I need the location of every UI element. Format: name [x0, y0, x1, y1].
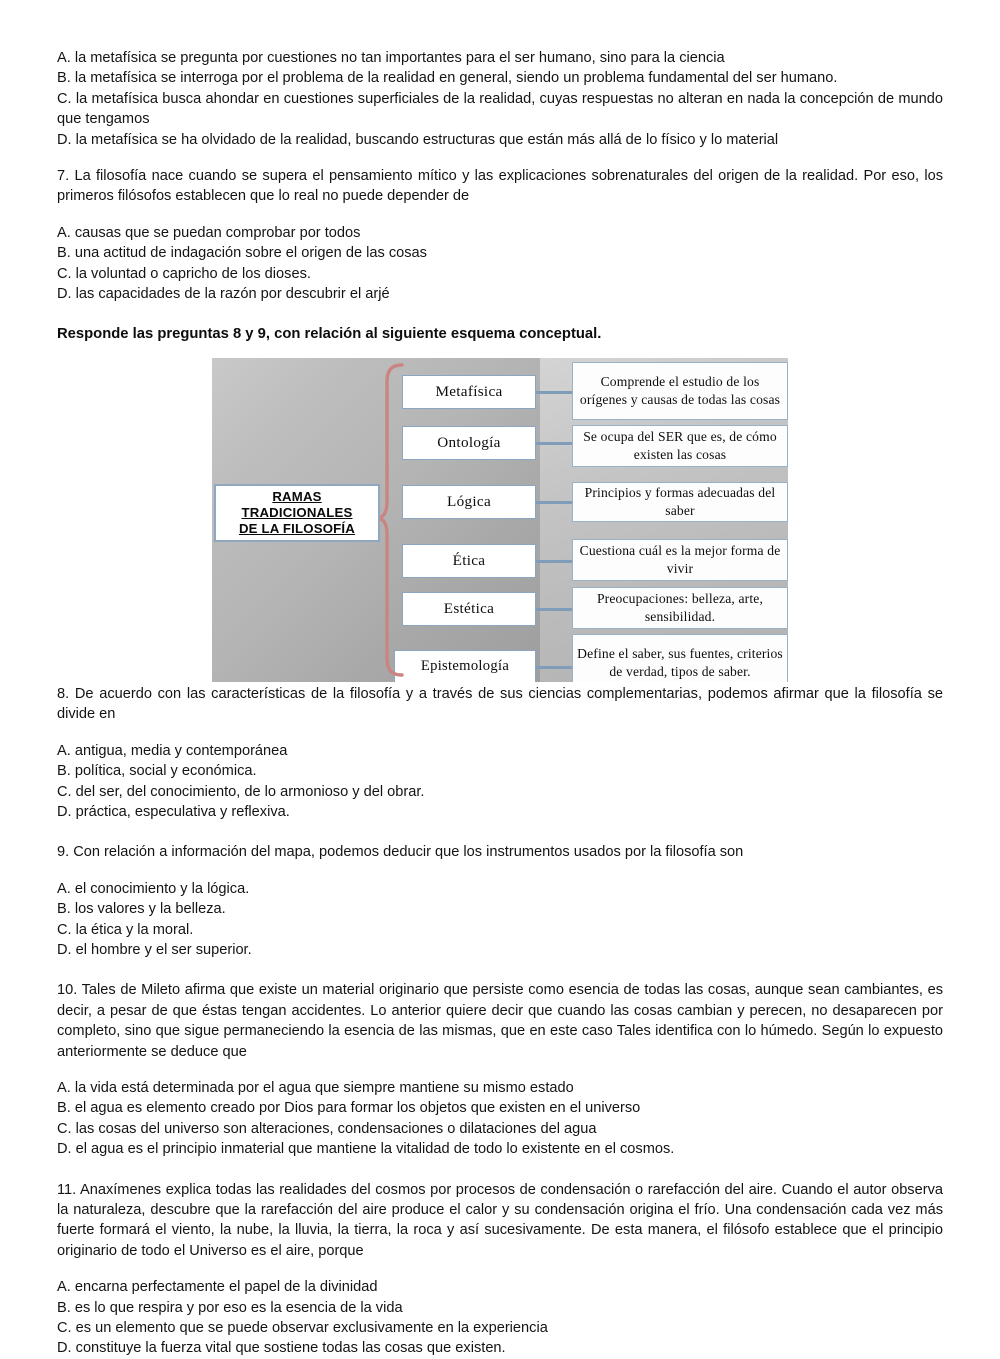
branch-box-metafisica — [402, 375, 536, 409]
question-7-stem: 7. La filosofía nace cuando se supera el pensamiento mítico y las explicaciones sobrenaturales del origen de la realidad. Por eso, los primeros filósofos establecen que lo real no puede depender de — [57, 168, 943, 205]
connector-line — [536, 608, 572, 611]
center-title-line-1: RAMAS — [272, 488, 322, 504]
option-c: C. la ética y la moral. — [57, 921, 194, 938]
option-c: C. la metafísica busca ahondar en cuestiones superficiales de la realidad, cuyas respuestas no alteran en nada la concepción de mundo que tengamos — [57, 90, 943, 128]
question-8-options — [57, 741, 943, 823]
branch-box-etica — [402, 544, 536, 578]
question-10-stem: 10. Tales de Mileto afirma que existe un material originario que persiste como esencia de todas las cosas, aunque sean cambiantes, es decir, a pesar de que éstas tengan accidentes. Lo anterior quiere decir que cuando las cosas cambian y perecen, no desaparecen por completo, sino que sigue permaneciendo la esencia de las mismas, que en este caso Tales identifica con lo húmedo. Según lo expuesto anteriormente se deduce que — [57, 982, 943, 1060]
spacer — [57, 1160, 943, 1180]
description-box-ontologia — [572, 425, 788, 467]
connector-line — [536, 501, 572, 504]
branch-label: Ontología — [437, 433, 501, 451]
description-text: Define el saber, sus fuentes, criterios de verdad, tipos de saber. — [577, 646, 783, 679]
branch-box-estetica — [402, 592, 536, 626]
spacer — [57, 1062, 943, 1078]
center-title-line-3: DE LA FILOSOFÍA — [238, 520, 356, 536]
branch-label: Metafísica — [435, 382, 503, 400]
description-text: Comprende el estudio de los orígenes y causas de todas las cosas — [579, 374, 781, 407]
description-text: Cuestiona cuál es la mejor forma de vivir — [579, 543, 781, 576]
connector-line — [536, 442, 572, 445]
spacer — [57, 863, 943, 879]
description-box-etica — [572, 539, 788, 581]
spacer — [57, 1261, 943, 1277]
option-b: B. los valores y la belleza. — [57, 901, 226, 918]
instruction-line: Responde las preguntas 8 y 9, con relación al siguiente esquema conceptual. — [57, 326, 602, 343]
branch-label: Estética — [443, 599, 495, 617]
option-b: B. política, social y económica. — [57, 763, 257, 780]
concept-map — [212, 358, 788, 682]
branch-label: Ética — [452, 551, 486, 569]
description-box-estetica — [572, 587, 788, 629]
question-10-options — [57, 1078, 943, 1160]
option-c: C. las cosas del universo son alteraciones, condensaciones o dilataciones del agua — [57, 1120, 597, 1137]
option-a: A. la metafísica se pregunta por cuestiones no tan importantes para el ser humano, sino para la ciencia — [57, 50, 725, 66]
question-8-stem: 8. De acuerdo con las características de la filosofía y a través de sus ciencias complementarias, podemos afirmar que la filosofía se divide en — [57, 685, 943, 723]
concept-map-figure — [57, 358, 943, 684]
branch-label: Lógica — [447, 492, 491, 510]
option-d: D. práctica, especulativa y reflexiva. — [57, 803, 290, 820]
option-d: D. la metafísica se ha olvidado de la realidad, buscando estructuras que están más allá de lo físico y lo material — [57, 131, 779, 148]
spacer — [57, 960, 943, 980]
question-9-stem: 9. Con relación a información del mapa, podemos deducir que los instrumentos usados por la filosofía son — [57, 844, 744, 861]
connector-line — [536, 666, 572, 669]
option-a: A. encarna perfectamente el papel de la divinidad — [57, 1279, 378, 1296]
option-b: B. es lo que respira y por eso es la esencia de la vida — [57, 1299, 403, 1316]
description-text: Preocupaciones: belleza, arte, sensibilidad. — [596, 591, 764, 624]
description-text: Principios y formas adecuadas del saber — [584, 485, 776, 518]
question-9-options — [57, 879, 943, 961]
question-11-stem: 11. Anaxímenes explica todas las realidades del cosmos por procesos de condensación o rarefacción del aire. Cuando el autor observa la naturaleza, descubre que la rarefacción del aire produce el calor y su condensación origina el frío. Una condensación cada vez más fuerte formará el viento, la nube, la lluvia, la tierra, la roca y así sucesivamente. De esta manera, el filósofo establece que el principio originario de todo el Universo es el aire, porque — [57, 1181, 943, 1259]
option-a: A. causas que se puedan comprobar por todos — [57, 224, 361, 241]
question-7-options — [57, 223, 943, 305]
branch-box-ontologia — [402, 426, 536, 460]
branch-box-epistemologia — [394, 650, 536, 682]
option-a: A. el conocimiento y la lógica. — [57, 880, 250, 897]
option-c: C. del ser, del conocimiento, de lo armonioso y del obrar. — [57, 783, 425, 800]
document-content — [57, 48, 943, 1359]
spacer — [57, 207, 943, 223]
option-b: B. el agua es elemento creado por Dios para formar los objetos que existen en el universo — [57, 1100, 641, 1117]
option-a: A. la vida está determinada por el agua que siempre mantiene su mismo estado — [57, 1079, 574, 1096]
description-box-epistemologia — [572, 634, 788, 682]
option-c: C. es un elemento que se puede observar exclusivamente en la experiencia — [57, 1320, 548, 1337]
spacer — [57, 345, 943, 358]
option-c: C. la voluntad o capricho de los dioses. — [57, 265, 311, 282]
option-b: B. la metafísica se interroga por el problema de la realidad en general, siendo un problema fundamental del ser humano. — [57, 70, 838, 87]
spacer — [57, 725, 943, 741]
center-title-line-2: TRADICIONALES — [241, 504, 353, 520]
option-d: D. constituye la fuerza vital que sostiene todas las cosas que existen. — [57, 1340, 506, 1357]
spacer — [57, 822, 943, 842]
option-d: D. el agua es el principio inmaterial que mantiene la vitalidad de todo lo existente en el cosmos. — [57, 1141, 675, 1158]
option-b: B. una actitud de indagación sobre el origen de las cosas — [57, 245, 427, 262]
branch-box-logica — [402, 485, 536, 519]
branch-label: Epistemología — [420, 658, 510, 675]
description-text: Se ocupa del SER que es, de cómo existen las cosas — [583, 429, 777, 462]
brace-icon — [376, 362, 406, 678]
option-d: D. las capacidades de la razón por descubrir el arjé — [57, 286, 390, 303]
description-box-metafisica — [572, 362, 788, 420]
option-a: A. antigua, media y contemporánea — [57, 742, 288, 759]
spacer — [57, 304, 943, 324]
spacer — [57, 150, 943, 166]
center-title-box — [214, 484, 380, 542]
question-11-options — [57, 1277, 943, 1359]
option-d: D. el hombre y el ser superior. — [57, 941, 252, 958]
connector-line — [536, 560, 572, 563]
connector-line — [536, 391, 572, 394]
question-6-options — [57, 48, 943, 150]
description-box-logica — [572, 482, 788, 522]
